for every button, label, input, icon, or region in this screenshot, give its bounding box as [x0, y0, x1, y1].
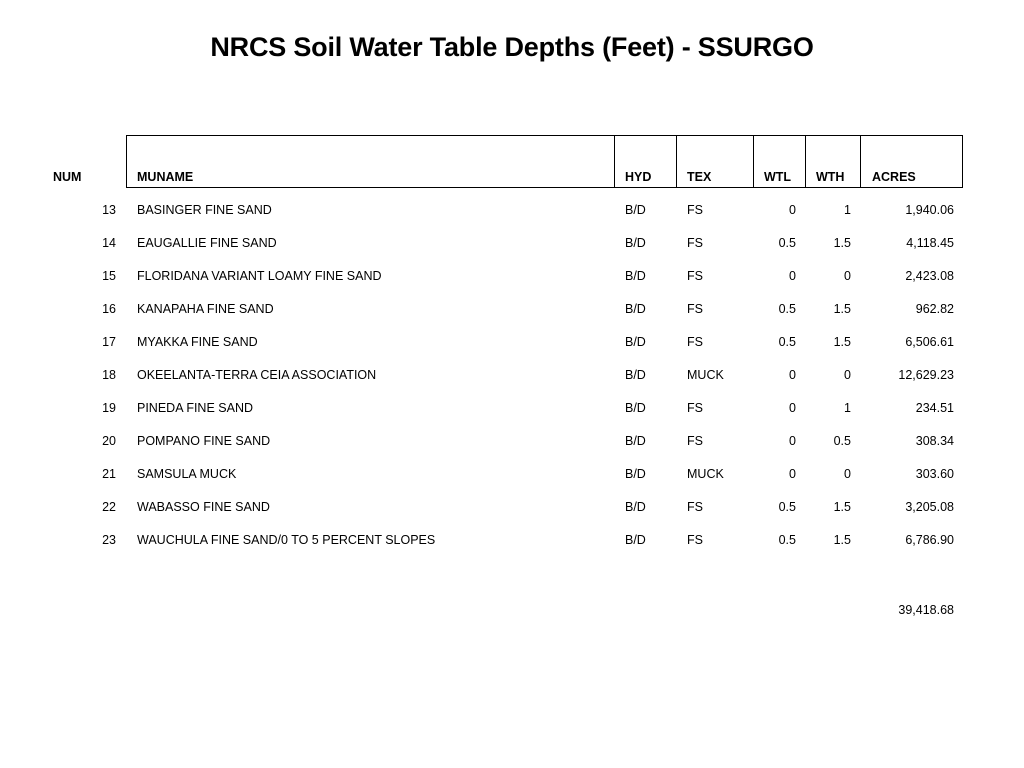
cell-hyd: B/D	[625, 269, 646, 283]
cell-muname: BASINGER FINE SAND	[137, 203, 272, 217]
cell-num: 15	[102, 269, 116, 283]
cell-acres: 1,940.06	[905, 203, 954, 217]
header-divider-tex	[676, 135, 677, 188]
column-header-num: NUM	[53, 170, 82, 184]
cell-wtl: 0.5	[778, 302, 796, 316]
table-row	[0, 302, 1024, 322]
cell-hyd: B/D	[625, 533, 646, 547]
cell-acres: 962.82	[915, 302, 954, 316]
cell-hyd: B/D	[625, 401, 646, 415]
cell-hyd: B/D	[625, 236, 646, 250]
cell-wtl: 0.5	[778, 335, 796, 349]
cell-muname: KANAPAHA FINE SAND	[137, 302, 274, 316]
cell-muname: POMPANO FINE SAND	[137, 434, 271, 448]
cell-hyd: B/D	[625, 368, 646, 382]
cell-tex: FS	[687, 269, 703, 283]
cell-acres: 3,205.08	[905, 500, 954, 514]
cell-num: 21	[102, 467, 116, 481]
cell-tex: FS	[687, 434, 703, 448]
cell-muname: EAUGALLIE FINE SAND	[137, 236, 277, 250]
cell-num: 23	[102, 533, 116, 547]
cell-num: 16	[102, 302, 116, 316]
cell-acres: 6,506.61	[905, 335, 954, 349]
cell-tex: MUCK	[687, 368, 724, 382]
table-row	[0, 269, 1024, 289]
column-header-hyd: HYD	[625, 170, 652, 184]
cell-num: 18	[102, 368, 116, 382]
cell-hyd: B/D	[625, 335, 646, 349]
cell-wth: 1	[844, 401, 851, 415]
cell-tex: MUCK	[687, 467, 724, 481]
header-divider-hyd	[614, 135, 615, 188]
header-divider-wtl	[753, 135, 754, 188]
cell-muname: MYAKKA FINE SAND	[137, 335, 258, 349]
cell-hyd: B/D	[625, 467, 646, 481]
cell-num: 19	[102, 401, 116, 415]
cell-wtl: 0	[789, 203, 796, 217]
header-divider-acres	[860, 135, 861, 188]
cell-num: 20	[102, 434, 116, 448]
cell-wth: 1.5	[833, 302, 851, 316]
column-header-tex: TEX	[687, 170, 712, 184]
table-row	[0, 401, 1024, 421]
cell-wtl: 0.5	[778, 236, 796, 250]
table-row	[0, 500, 1024, 520]
cell-tex: FS	[687, 302, 703, 316]
cell-acres: 308.34	[915, 434, 954, 448]
cell-tex: FS	[687, 401, 703, 415]
cell-acres: 2,423.08	[905, 269, 954, 283]
cell-wth: 0	[844, 368, 851, 382]
cell-hyd: B/D	[625, 302, 646, 316]
cell-num: 17	[102, 335, 116, 349]
cell-wtl: 0	[789, 368, 796, 382]
header-divider-wth	[805, 135, 806, 188]
total-acres: 39,418.68	[898, 603, 954, 617]
cell-hyd: B/D	[625, 434, 646, 448]
cell-wtl: 0.5	[778, 533, 796, 547]
cell-muname: OKEELANTA-TERRA CEIA ASSOCIATION	[137, 368, 377, 382]
cell-tex: FS	[687, 500, 703, 514]
cell-wtl: 0	[789, 434, 796, 448]
cell-muname: PINEDA FINE SAND	[137, 401, 253, 415]
cell-acres: 234.51	[915, 401, 954, 415]
cell-wth: 0.5	[833, 434, 851, 448]
column-header-acres: ACRES	[872, 170, 916, 184]
cell-wtl: 0	[789, 401, 796, 415]
cell-num: 22	[102, 500, 116, 514]
cell-wtl: 0.5	[778, 500, 796, 514]
cell-wth: 1.5	[833, 236, 851, 250]
cell-acres: 4,118.45	[906, 236, 954, 250]
table-row	[0, 434, 1024, 454]
column-header-wth: WTH	[816, 170, 845, 184]
cell-wth: 1.5	[833, 533, 851, 547]
cell-wtl: 0	[789, 269, 796, 283]
cell-wth: 1	[844, 203, 851, 217]
cell-tex: FS	[687, 236, 703, 250]
cell-hyd: B/D	[625, 500, 646, 514]
cell-wth: 1.5	[833, 335, 851, 349]
table-row	[0, 533, 1024, 553]
table-row	[0, 467, 1024, 487]
cell-hyd: B/D	[625, 203, 646, 217]
cell-muname: FLORIDANA VARIANT LOAMY FINE SAND	[137, 269, 382, 283]
table-row	[0, 203, 1024, 223]
cell-acres: 12,629.23	[898, 368, 954, 382]
cell-acres: 6,786.90	[905, 533, 954, 547]
cell-wth: 0	[844, 269, 851, 283]
cell-num: 14	[102, 236, 116, 250]
cell-num: 13	[102, 203, 116, 217]
cell-wth: 0	[844, 467, 851, 481]
cell-muname: WABASSO FINE SAND	[137, 500, 270, 514]
cell-wth: 1.5	[833, 500, 851, 514]
cell-tex: FS	[687, 203, 703, 217]
column-header-wtl: WTL	[764, 170, 792, 184]
cell-wtl: 0	[789, 467, 796, 481]
page-title: NRCS Soil Water Table Depths (Feet) - SSURGO	[210, 32, 814, 62]
cell-muname: SAMSULA MUCK	[137, 467, 237, 481]
cell-tex: FS	[687, 335, 703, 349]
cell-tex: FS	[687, 533, 703, 547]
table-row	[0, 368, 1024, 388]
column-header-muname: MUNAME	[137, 170, 194, 184]
table-row	[0, 335, 1024, 355]
cell-muname: WAUCHULA FINE SAND/0 TO 5 PERCENT SLOPES	[137, 533, 436, 547]
cell-acres: 303.60	[915, 467, 954, 481]
table-row	[0, 236, 1024, 256]
